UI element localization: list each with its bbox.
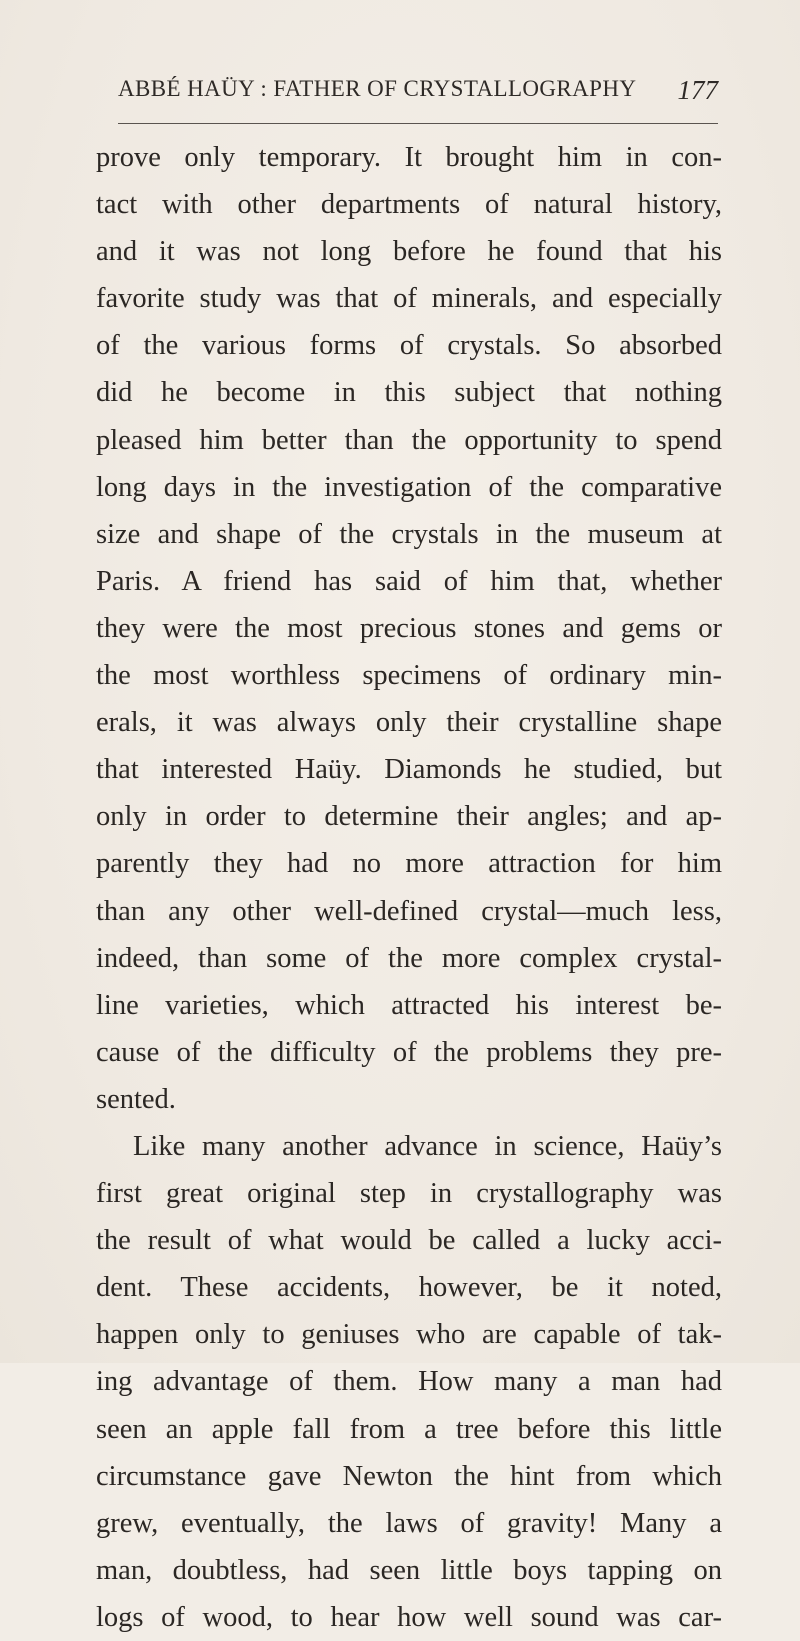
- text-line: than any other well-defined crystal—much less,: [96, 895, 722, 927]
- text-line: they were the most precious stones and gems or: [96, 612, 722, 644]
- text-line: first great original step in crystallography was: [96, 1178, 722, 1210]
- text-line: parently they had no more attraction for him: [96, 848, 722, 880]
- text-line: cause of the difficulty of the problems they pre-: [96, 1036, 722, 1068]
- text-line: happen only to geniuses who are capable of tak-: [96, 1319, 722, 1351]
- text-line: logs of wood, to hear how well sound was car-: [96, 1601, 722, 1633]
- text-line: seen an apple fall from a tree before this little: [96, 1413, 722, 1445]
- text-line: erals, it was always only their crystalline shape: [96, 707, 722, 739]
- text-line: long days in the investigation of the comparative: [96, 471, 722, 503]
- text-line: line varieties, which attracted his interest be-: [96, 989, 722, 1021]
- text-line: man, doubtless, had seen little boys tapping on: [96, 1554, 722, 1586]
- running-head: [118, 76, 718, 110]
- text-line: size and shape of the crystals in the museum at: [96, 518, 722, 550]
- text-line: Paris. A friend has said of him that, whether: [96, 565, 722, 597]
- text-line: and it was not long before he found that his: [96, 236, 722, 268]
- text-line: pleased him better than the opportunity to spend: [96, 424, 722, 456]
- text-line: ing advantage of them. How many a man had: [96, 1366, 722, 1398]
- text-line: dent. These accidents, however, be it noted,: [96, 1272, 722, 1304]
- text-line: only in order to determine their angles; and ap-: [96, 801, 722, 833]
- text-line: the result of what would be called a lucky acci-: [96, 1225, 722, 1257]
- text-line: prove only temporary. It brought him in con-: [96, 142, 722, 173]
- text-line: Like many another advance in science, Haüy’s: [133, 1130, 722, 1162]
- text-line: favorite study was that of minerals, and especially: [96, 283, 722, 315]
- text-line: did he become in this subject that nothing: [96, 377, 722, 409]
- header-rule: [118, 123, 718, 124]
- body-text: [96, 134, 722, 1641]
- text-line: sented.: [96, 1083, 176, 1115]
- text-line: tact with other departments of natural history,: [96, 189, 722, 221]
- running-title: ABBÉ HAÜY : FATHER OF CRYSTALLOGRAPHY: [118, 76, 637, 101]
- text-line: indeed, than some of the more complex crystal-: [96, 942, 722, 974]
- page-number: 177: [677, 75, 718, 105]
- text-line: circumstance gave Newton the hint from which: [96, 1460, 722, 1492]
- text-line: the most worthless specimens of ordinary min-: [96, 660, 722, 692]
- text-line: of the various forms of crystals. So absorbed: [96, 330, 722, 362]
- text-line: grew, eventually, the laws of gravity! Many a: [96, 1507, 722, 1539]
- text-line: that interested Haüy. Diamonds he studied, but: [96, 754, 722, 786]
